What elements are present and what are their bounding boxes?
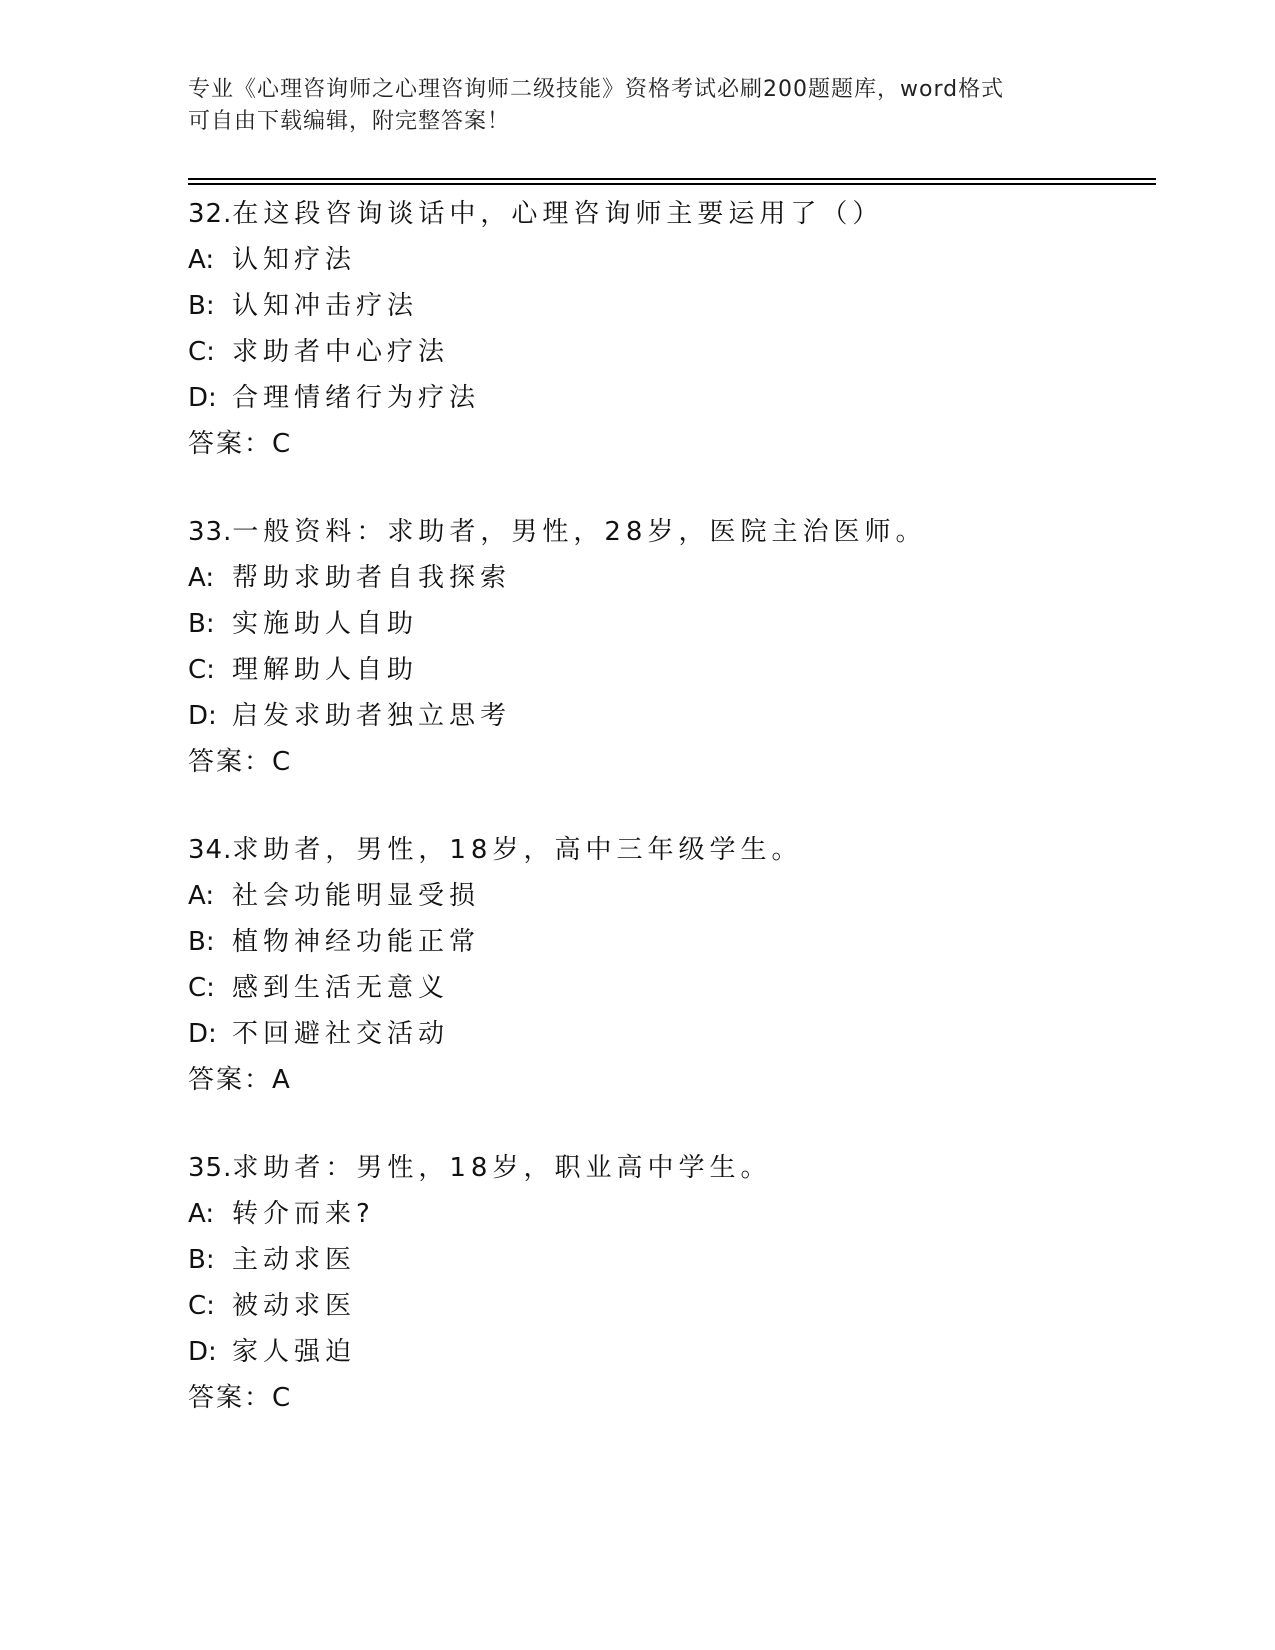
- option-a: [188, 873, 1148, 919]
- option-b: [188, 1237, 1148, 1283]
- option-letter: B:: [188, 291, 215, 321]
- option-d: [188, 1011, 1148, 1057]
- option-c: [188, 329, 1148, 375]
- question-32: [188, 191, 1148, 467]
- option-a: [188, 237, 1148, 283]
- option-c: [188, 965, 1148, 1011]
- answer-value: C: [272, 747, 291, 777]
- option-c: [188, 647, 1148, 693]
- option-text: 家人强迫: [232, 1337, 357, 1367]
- option-letter: D:: [188, 383, 217, 413]
- option-letter: C:: [188, 973, 215, 1003]
- option-a: [188, 555, 1148, 601]
- option-text: 帮助求助者自我探索: [232, 563, 512, 593]
- option-c: [188, 1283, 1148, 1329]
- option-a: [188, 1191, 1148, 1237]
- option-letter: A:: [188, 563, 215, 593]
- answer-line: [188, 421, 1148, 467]
- question-stem: [188, 509, 1148, 555]
- option-text: 启发求助者独立思考: [232, 701, 512, 731]
- answer-value: C: [272, 1383, 291, 1413]
- option-letter: A:: [188, 245, 215, 275]
- option-text: 认知疗法: [232, 245, 357, 275]
- question-number: 33.: [188, 517, 233, 547]
- question-text: 一般资料：求助者，男性，28岁，医院主治医师。: [232, 517, 927, 547]
- answer-label: 答案：: [188, 1065, 273, 1095]
- answer-line: [188, 1375, 1148, 1421]
- option-letter: D:: [188, 1337, 217, 1367]
- option-letter: B:: [188, 927, 215, 957]
- question-stem: [188, 827, 1148, 873]
- answer-label: 答案：: [188, 1383, 273, 1413]
- option-text: 植物神经功能正常: [232, 927, 481, 957]
- option-text: 社会功能明显受损: [232, 881, 481, 911]
- option-letter: B:: [188, 1245, 215, 1275]
- header-divider-top: [188, 178, 1156, 180]
- option-text: 感到生活无意义: [232, 973, 450, 1003]
- option-b: [188, 919, 1148, 965]
- question-text: 求助者，男性，18岁，高中三年级学生。: [232, 835, 803, 865]
- option-b: [188, 283, 1148, 329]
- answer-value: C: [272, 429, 291, 459]
- question-list: [188, 191, 1148, 1463]
- question-35: [188, 1145, 1148, 1421]
- question-number: 35.: [188, 1153, 233, 1183]
- question-stem: [188, 1145, 1148, 1191]
- option-b: [188, 601, 1148, 647]
- option-d: [188, 693, 1148, 739]
- option-text: 不回避社交活动: [232, 1019, 450, 1049]
- option-text: 被动求医: [232, 1291, 357, 1321]
- answer-line: [188, 1057, 1148, 1103]
- answer-label: 答案：: [188, 747, 273, 777]
- header-divider-bottom: [188, 183, 1156, 185]
- option-text: 理解助人自助: [232, 655, 419, 685]
- question-number: 32.: [188, 199, 233, 229]
- question-33: [188, 509, 1148, 785]
- header-line-1: 专业《心理咨询师之心理咨询师二级技能》资格考试必刷200题题库，word格式: [188, 77, 1005, 102]
- option-d: [188, 375, 1148, 421]
- option-text: 认知冲击疗法: [232, 291, 419, 321]
- document-header: [188, 74, 1088, 138]
- question-text: 求助者：男性，18岁，职业高中学生。: [232, 1153, 772, 1183]
- answer-value: A: [272, 1065, 290, 1095]
- question-34: [188, 827, 1148, 1103]
- option-letter: C:: [188, 337, 215, 367]
- answer-label: 答案：: [188, 429, 273, 459]
- option-text: 求助者中心疗法: [232, 337, 450, 367]
- option-text: 实施助人自助: [232, 609, 419, 639]
- option-text: 合理情绪行为疗法: [232, 383, 481, 413]
- option-letter: A:: [188, 1199, 215, 1229]
- option-letter: B:: [188, 609, 215, 639]
- header-line-2: 可自由下载编辑，附完整答案！: [188, 109, 511, 134]
- option-d: [188, 1329, 1148, 1375]
- option-letter: C:: [188, 1291, 215, 1321]
- question-text: 在这段咨询谈话中，心理咨询师主要运用了（）: [232, 199, 884, 229]
- option-text: 转介而来?: [232, 1199, 375, 1229]
- option-letter: A:: [188, 881, 215, 911]
- option-letter: D:: [188, 701, 217, 731]
- question-number: 34.: [188, 835, 233, 865]
- option-text: 主动求医: [232, 1245, 357, 1275]
- answer-line: [188, 739, 1148, 785]
- question-stem: [188, 191, 1148, 237]
- option-letter: C:: [188, 655, 215, 685]
- option-letter: D:: [188, 1019, 217, 1049]
